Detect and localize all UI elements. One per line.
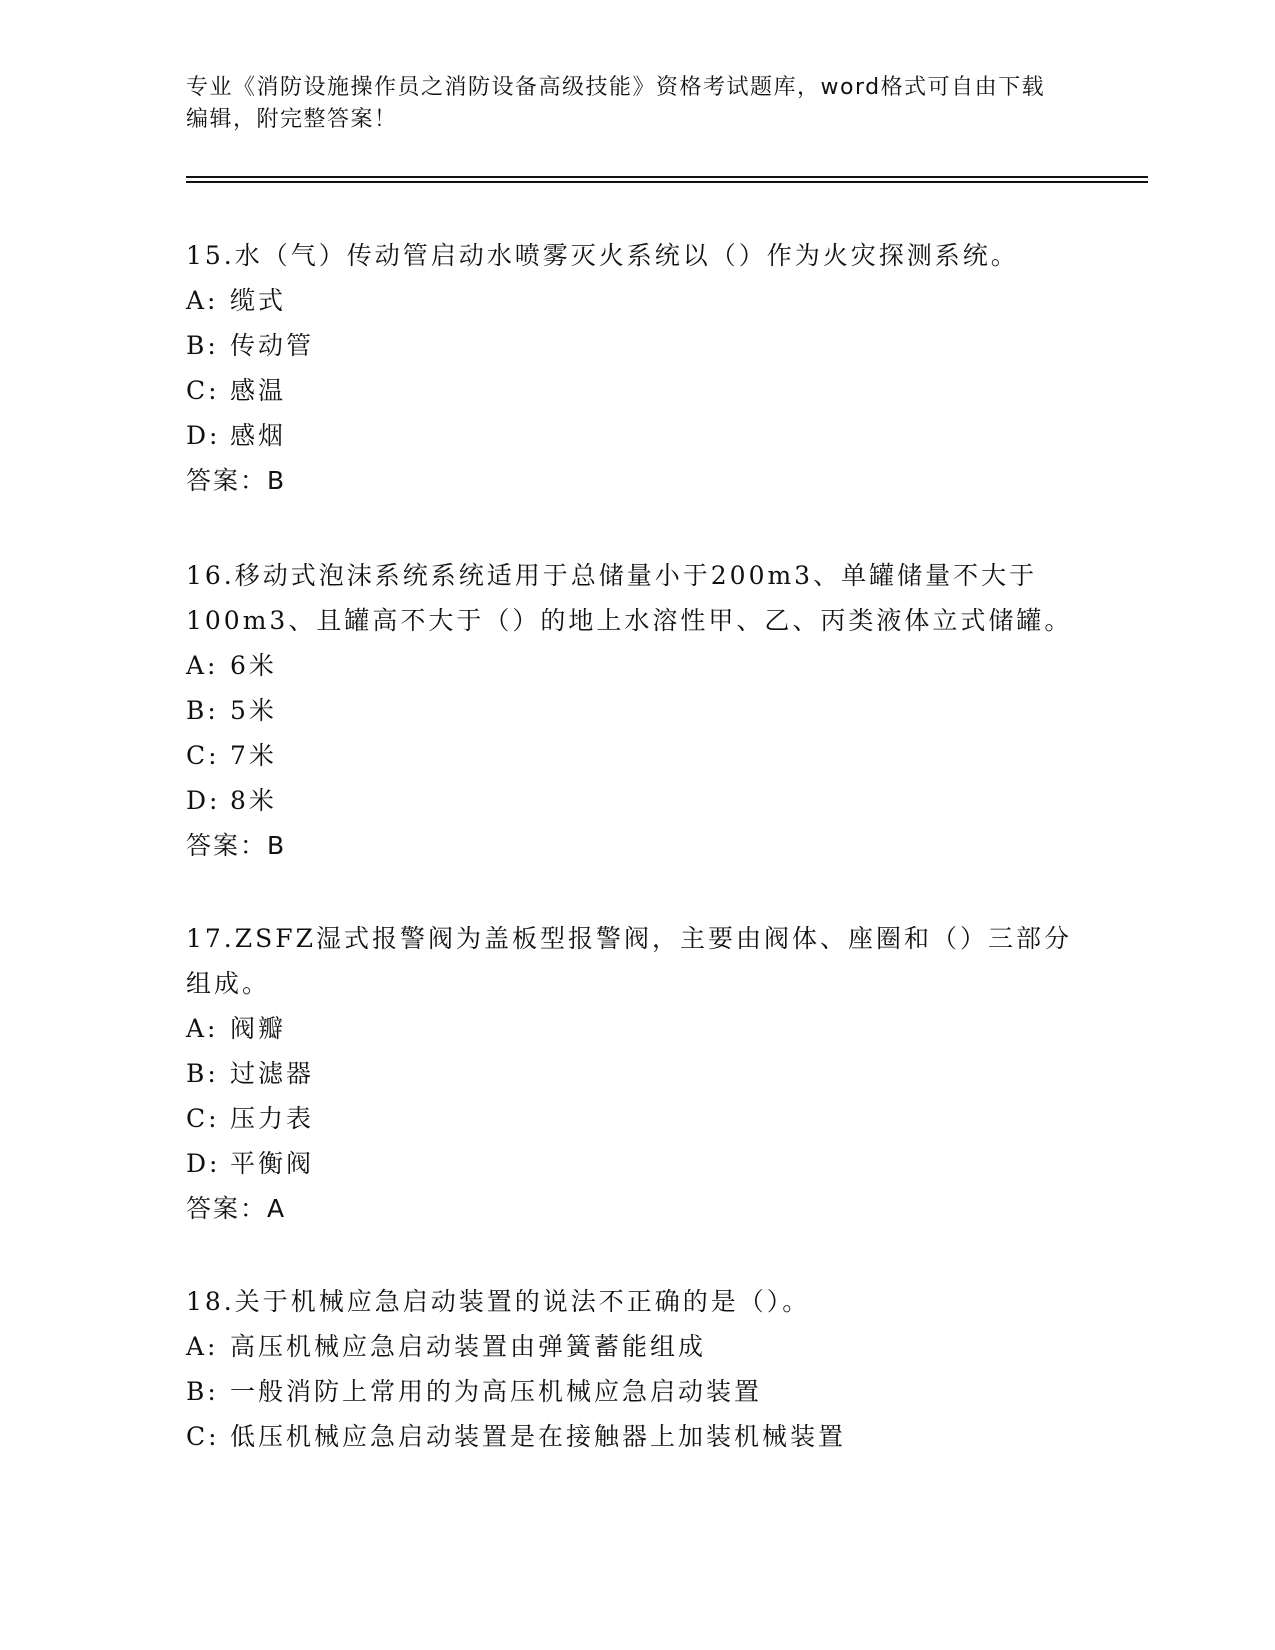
option-text: 阀瓣 bbox=[230, 1014, 287, 1043]
option-text: 平衡阀 bbox=[230, 1149, 315, 1178]
option-label: B: bbox=[186, 1059, 219, 1088]
document-intro: 专业《消防设施操作员之消防设备高级技能》资格考试题库，word格式可自由下载编辑，附完整答案！ bbox=[186, 75, 1046, 132]
option-label: D: bbox=[186, 786, 221, 815]
option-text: 6米 bbox=[230, 651, 277, 680]
option-text: 低压机械应急启动装置是在接触器上加装机械装置 bbox=[230, 1422, 847, 1451]
option-c bbox=[186, 368, 1086, 413]
option-label: A: bbox=[186, 651, 219, 680]
option-text: 压力表 bbox=[230, 1104, 315, 1133]
option-text: 高压机械应急启动装置由弹簧蓄能组成 bbox=[230, 1332, 707, 1361]
option-label: A: bbox=[186, 1332, 219, 1361]
option-a bbox=[186, 1006, 1086, 1051]
option-label: D: bbox=[186, 1149, 221, 1178]
question-stem: 18.关于机械应急启动装置的说法不正确的是（）。 bbox=[186, 1287, 811, 1316]
option-c bbox=[186, 733, 1086, 778]
header-divider-top bbox=[186, 176, 1148, 178]
option-b bbox=[186, 323, 1086, 368]
option-c bbox=[186, 1096, 1086, 1141]
option-label: C: bbox=[186, 1104, 220, 1133]
option-label: B: bbox=[186, 696, 219, 725]
option-label: B: bbox=[186, 331, 219, 360]
option-d bbox=[186, 413, 1086, 458]
option-text: 传动管 bbox=[230, 331, 315, 360]
option-d bbox=[186, 1141, 1086, 1186]
option-b bbox=[186, 1369, 1086, 1414]
answer: 答案：A bbox=[186, 1194, 287, 1223]
question-stem: 15.水（气）传动管启动水喷雾灭火系统以（）作为火灾探测系统。 bbox=[186, 241, 1019, 270]
question-15 bbox=[186, 233, 1086, 503]
option-text: 感烟 bbox=[230, 421, 287, 450]
option-text: 缆式 bbox=[230, 286, 287, 315]
answer: 答案：B bbox=[186, 466, 287, 495]
answer: 答案：B bbox=[186, 831, 287, 860]
question-17 bbox=[186, 916, 1086, 1231]
option-label: D: bbox=[186, 421, 221, 450]
option-label: C: bbox=[186, 741, 220, 770]
option-label: A: bbox=[186, 286, 219, 315]
option-text: 5米 bbox=[230, 696, 277, 725]
option-label: B: bbox=[186, 1377, 219, 1406]
option-c bbox=[186, 1414, 1086, 1459]
option-a bbox=[186, 278, 1086, 323]
option-text: 8米 bbox=[230, 786, 277, 815]
option-d bbox=[186, 778, 1086, 823]
option-text: 过滤器 bbox=[230, 1059, 315, 1088]
option-label: C: bbox=[186, 376, 220, 405]
option-b bbox=[186, 1051, 1086, 1096]
question-stem: 16.移动式泡沫系统系统适用于总储量小于200m3、单罐储量不大于100m3、且罐高不大于（）的地上水溶性甲、乙、丙类液体立式储罐。 bbox=[186, 561, 1073, 635]
option-b bbox=[186, 688, 1086, 733]
option-text: 7米 bbox=[230, 741, 277, 770]
option-text: 感温 bbox=[230, 376, 287, 405]
option-label: C: bbox=[186, 1422, 220, 1451]
question-16 bbox=[186, 553, 1086, 868]
option-a bbox=[186, 1324, 1086, 1369]
question-18 bbox=[186, 1279, 1086, 1459]
option-a bbox=[186, 643, 1086, 688]
header-divider-bottom bbox=[186, 181, 1148, 183]
option-text: 一般消防上常用的为高压机械应急启动装置 bbox=[230, 1377, 763, 1406]
option-label: A: bbox=[186, 1014, 219, 1043]
question-stem: 17.ZSFZ湿式报警阀为盖板型报警阀，主要由阀体、座圈和（）三部分组成。 bbox=[186, 924, 1072, 998]
